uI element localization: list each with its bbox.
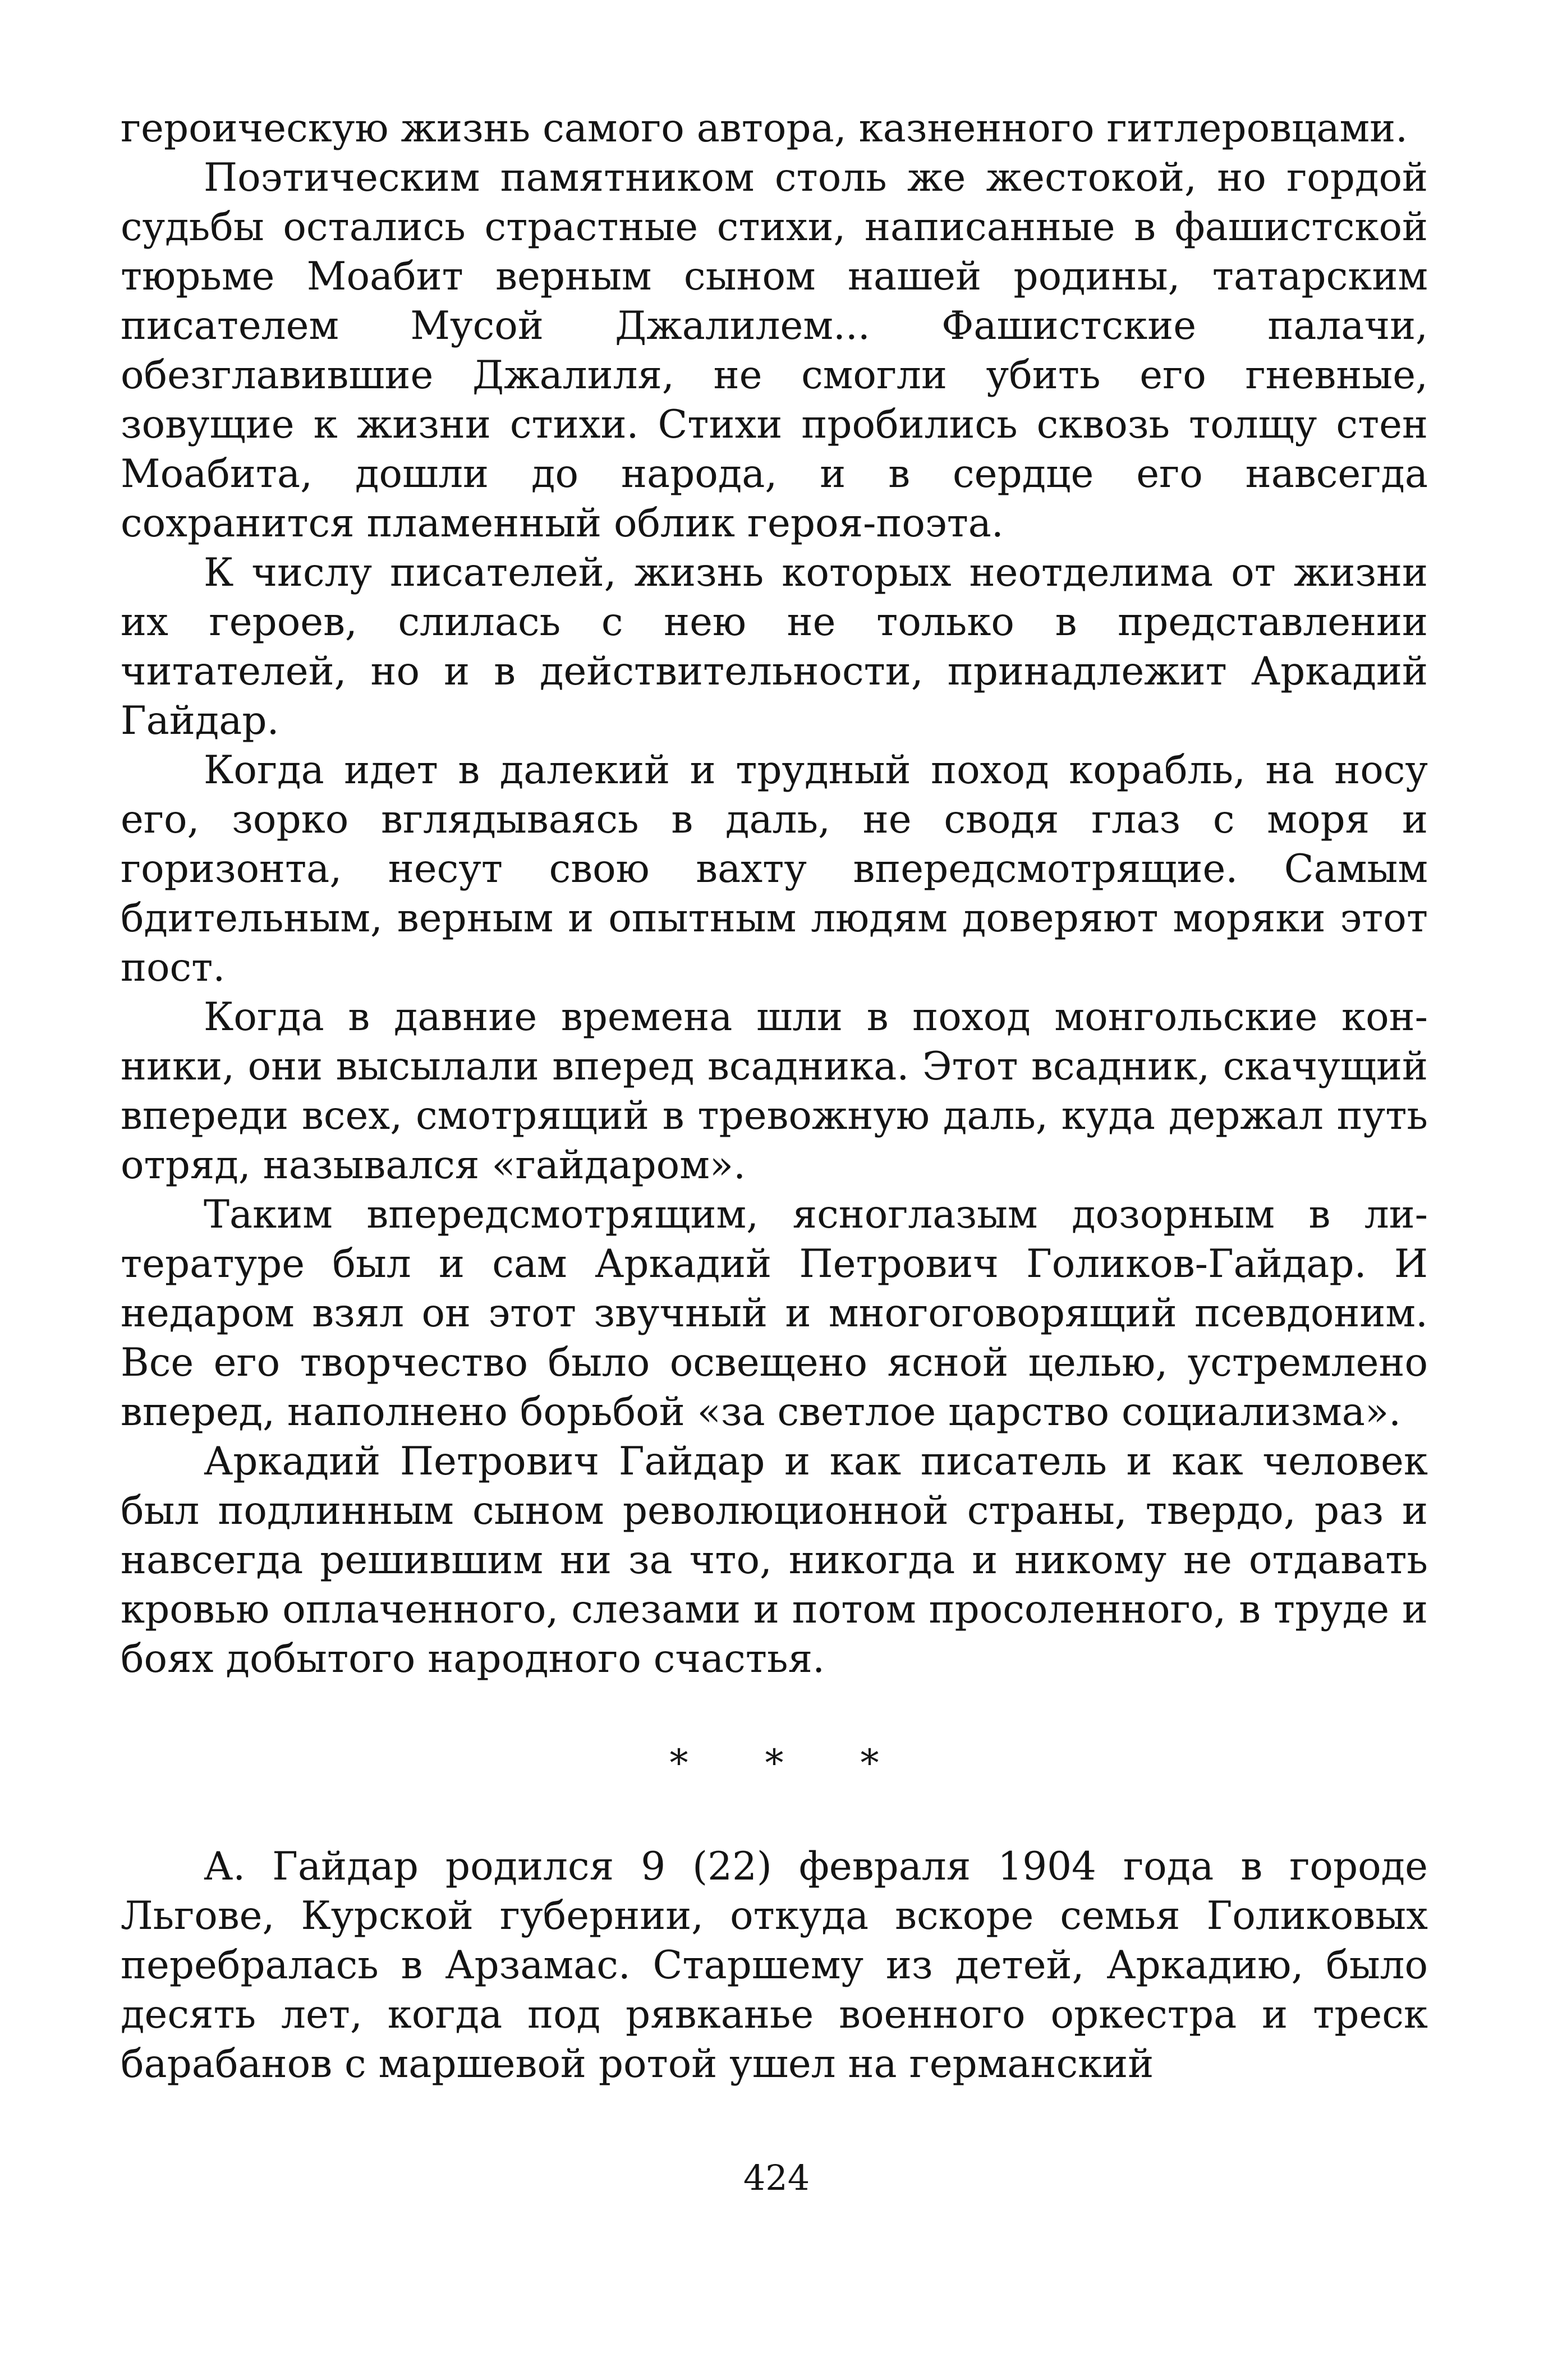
paragraph-son-of-revolution: Аркадий Петрович Гайдар и как писатель и как человек был подлинным сыном революционной страны, твердо, раз и навсегда решившим ни за что, никогда и никому не отдавать кровью оплаченного, слезами и потом просоленного, в труде и боях добытого народного счастья. [121,1439,1428,1681]
page-body [121,104,1428,2089]
paragraph-gaidar-intro: К числу писателей, жизнь которых неотделима от жизни их героев, слилась с нею не только в представлении читателей, но и в действительности, принадлежит Аркадий Гайдар. [121,550,1428,743]
paragraph-jalil: Поэтическим памятником столь же жестокой, но гордой судьбы остались страстные стихи, написанные в фашистской тюрьме Моабит верным сыном нашей родины, татарским писателем Мусой Джалилем... Фашистские палачи, обезглавившие Джалиля, не смогли убить его гневные, зовущие к жизни стихи. Стихи пробились сквозь толщу стен Моабита, дошли до народа, и в сердце его навсегда сохранится пламенный облик героя-поэта. [121,155,1428,546]
paragraph-biography-start: А. Гайдар родился 9 (22) февраля 1904 года в городе Льгове, Курской губернии, откуда вскоре семья Голиковых перебралась в Арзамас. Старшему из детей, Аркадию, было десять лет, когда под рявканье военного оркестра и треск барабанов с маршевой ротой ушел на германский [121,1844,1428,2087]
paragraph-continuation: героическую жизнь самого автора, казненного гитлеровцами. [121,106,1408,151]
paragraph-lookout-in-literature: Таким впередсмотрящим, ясноглазым дозорным в литературе был и сам Аркадий Петрович Голиков-Гайдар. И недаром взял он этот звучный и многоговорящий псевдоним. Все его творчество было освещено ясной целью, устремлено вперед, наполнено борьбой «за светлое царство социализма». [121,1192,1428,1435]
page-number: 424 [743,2157,810,2198]
paragraph-ship-lookouts: Когда идет в далекий и трудный поход корабль, на носу его, зорко вглядываясь в даль, не сводя глаз с моря и горизонта, несут свою вахту впередсмотрящие. Самым бдительным, верным и опытным людям доверяют моряки этот пост. [121,748,1428,990]
paragraph-mongol-riders: Когда в давние времена шли в поход монгольские конники, они высылали вперед всадника. Этот всадник, скачущий впереди всех, смотрящий в тревожную даль, куда держал путь отряд, назывался «гайдаром». [121,995,1428,1188]
section-separator: * * * [669,1742,912,1785]
